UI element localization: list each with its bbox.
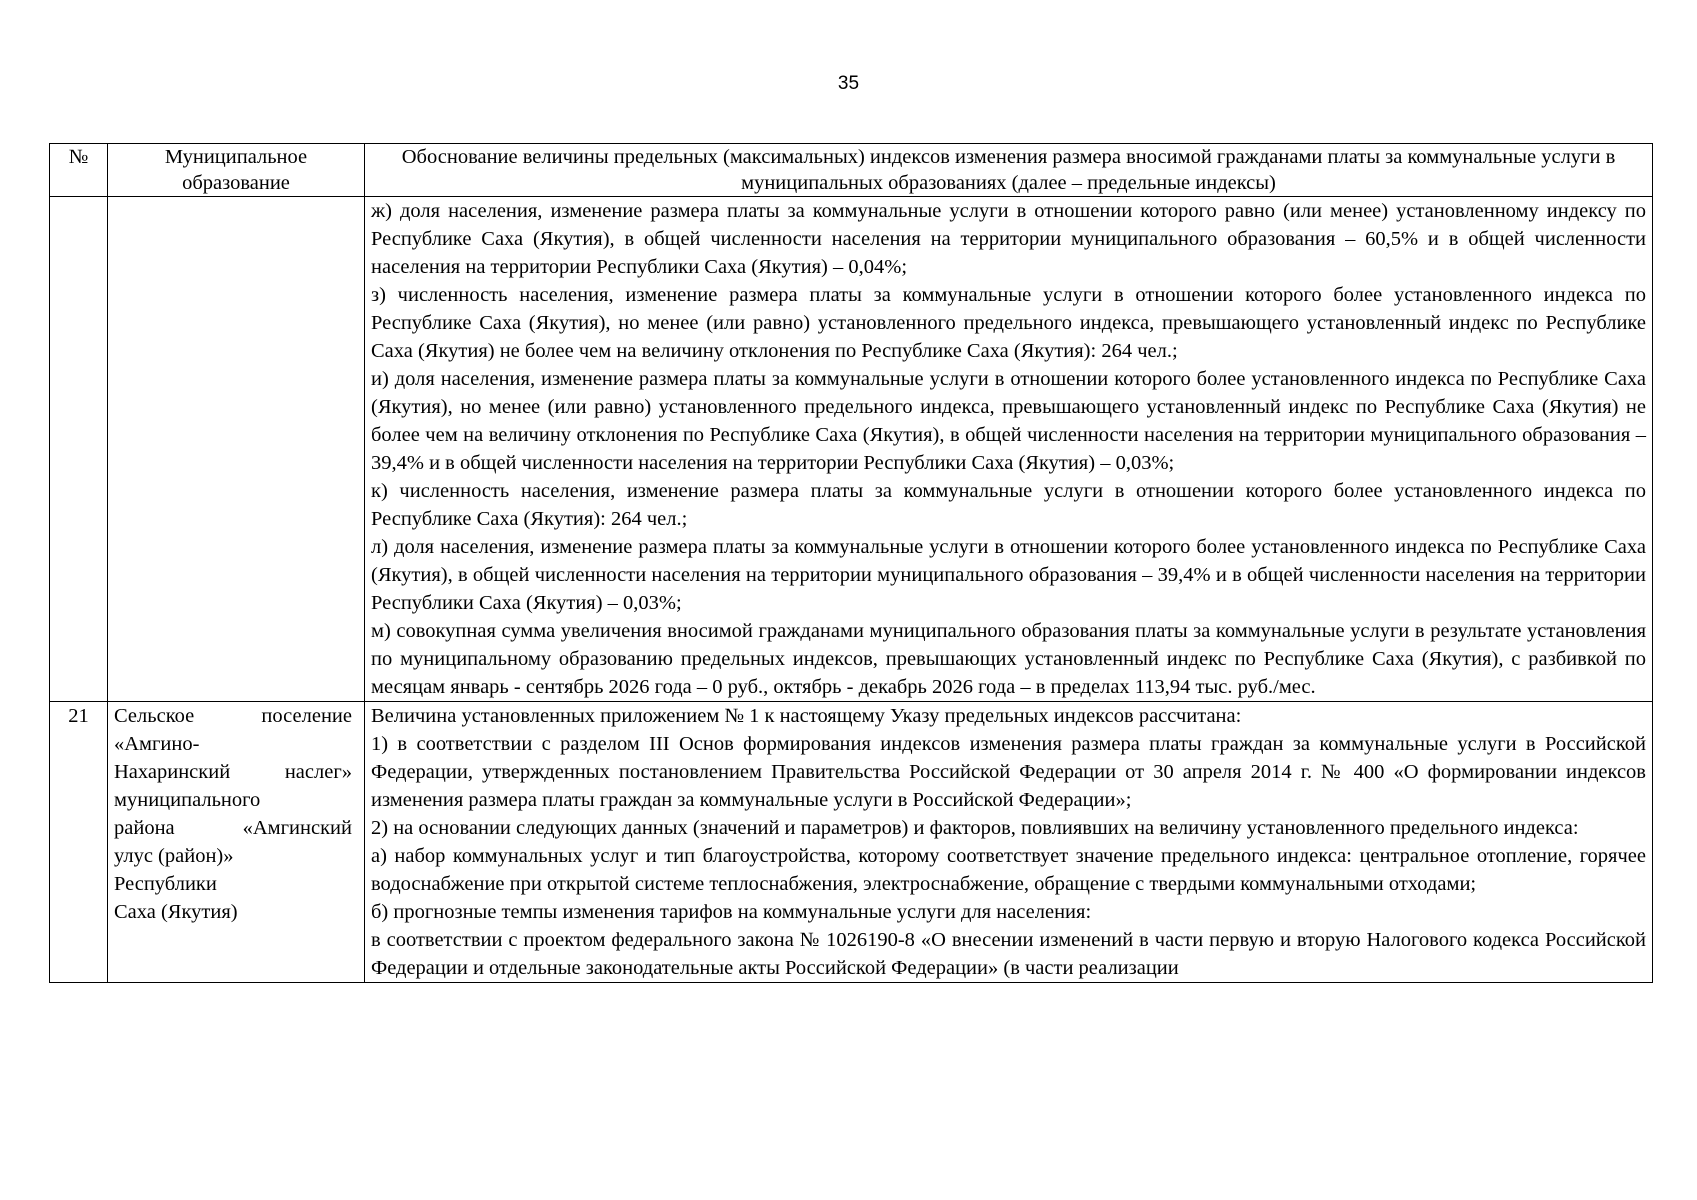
- paragraph-2: 2) на основании следующих данных (значений и параметров) и факторов, повлиявших на величину установленного предельного индекса:: [371, 817, 1579, 839]
- municipality-cell: [108, 702, 365, 983]
- paragraph-k: к) численность населения, изменение размера платы за коммунальные услуги в отношении которого более установленного индекса по Республике Саха (Якутия): 264 чел.;: [371, 480, 1646, 530]
- row-number-cell: 21: [50, 702, 108, 983]
- row-number-cell: [50, 197, 108, 702]
- table-row: [50, 702, 1653, 983]
- municipality-cell: [108, 197, 365, 702]
- justification-cell: [365, 702, 1653, 983]
- table-row: [50, 197, 1653, 702]
- municipality-line: Саха (Якутия): [114, 901, 238, 923]
- paragraph-m: м) совокупная сумма увеличения вносимой гражданами муниципального образования платы за коммунальные услуги в результате установления по муниципальному образованию предельных индексов, превышающих установленный индекс по Республике Саха (Якутия), с разбивкой по месяцам январь - сентябрь 2026 года – 0 руб., октябрь - декабрь 2026 года – в пределах 113,94 тыс. руб./мес.: [371, 620, 1646, 698]
- municipality-line: улус (район)»: [114, 845, 234, 867]
- municipality-line: Нахаринский наслег»: [114, 761, 352, 783]
- paragraph-i: и) доля населения, изменение размера платы за коммунальные услуги в отношении которого более установленного индекса по Республике Саха (Якутия), но менее (или равно) установленного предельного индекса, превышающего установленный индекс по Республике Саха (Якутия) не более чем на величину отклонения по Республике Саха (Якутия), в общей численности населения на территории муниципального образования – 39,4% и в общей численности населения на территории Республики Саха (Якутия) – 0,03%;: [371, 368, 1646, 474]
- municipality-line: муниципального: [114, 789, 261, 811]
- paragraph-z: з) численность населения, изменение размера платы за коммунальные услуги в отношении которого более установленного индекса по Республике Саха (Якутия), но менее (или равно) установленного предельного индекса, превышающего установленный индекс по Республике Саха (Якутия) не более чем на величину отклонения по Республике Саха (Якутия): 264 чел.;: [371, 284, 1646, 362]
- paragraph-zh: ж) доля населения, изменение размера платы за коммунальные услуги в отношении которого равно (или менее) установленному индексу по Республике Саха (Якутия), в общей численности населения на территории муниципального образования – 60,5% и в общей численности населения на территории Республики Саха (Якутия) – 0,04%;: [371, 200, 1646, 278]
- municipality-line: Республики: [114, 873, 217, 895]
- municipality-line: Сельское поселение: [114, 705, 352, 727]
- header-number: №: [50, 144, 108, 197]
- paragraph-law-reference: в соответствии с проектом федерального закона № 1026190-8 «О внесении изменений в части первую и вторую Налогового кодекса Российской Федерации и отдельные законодательные акты Российской Федерации» (в части реализации: [371, 929, 1646, 979]
- header-justification: Обоснование величины предельных (максимальных) индексов изменения размера вносимой гражданами платы за коммунальные услуги в муниципальных образованиях (далее – предельные индексы): [365, 144, 1653, 197]
- header-municipality: Муниципальное образование: [108, 144, 365, 197]
- table-header-row: [50, 144, 1653, 197]
- paragraph-1: 1) в соответствии с разделом III Основ формирования индексов изменения размера платы граждан за коммунальные услуги в Российской Федерации, утвержденных постановлением Правительства Российской Федерации от 30 апреля 2014 г. № 400 «О формировании индексов изменения размера платы граждан за коммунальные услуги в Российской Федерации»;: [371, 733, 1646, 811]
- paragraph-a: а) набор коммунальных услуг и тип благоустройства, которому соответствует значение предельного индекса: центральное отопление, горячее водоснабжение при открытой системе теплоснабжения, электроснабжение, обращение с твердыми коммунальными отходами;: [371, 845, 1646, 895]
- paragraph-b: б) прогнозные темпы изменения тарифов на коммунальные услуги для населения:: [371, 901, 1092, 923]
- paragraph-intro: Величина установленных приложением № 1 к настоящему Указу предельных индексов рассчитана:: [371, 705, 1242, 727]
- municipality-line: «Амгино-: [114, 733, 200, 755]
- justification-cell: [365, 197, 1653, 702]
- municipality-line: района «Амгинский: [114, 817, 352, 839]
- paragraph-l: л) доля населения, изменение размера платы за коммунальные услуги в отношении которого более установленного индекса по Республике Саха (Якутия), в общей численности населения на территории муниципального образования – 39,4% и в общей численности населения на территории Республики Саха (Якутия) – 0,03%;: [371, 536, 1646, 614]
- page-number: 35: [837, 73, 860, 94]
- justification-table: [49, 143, 1653, 983]
